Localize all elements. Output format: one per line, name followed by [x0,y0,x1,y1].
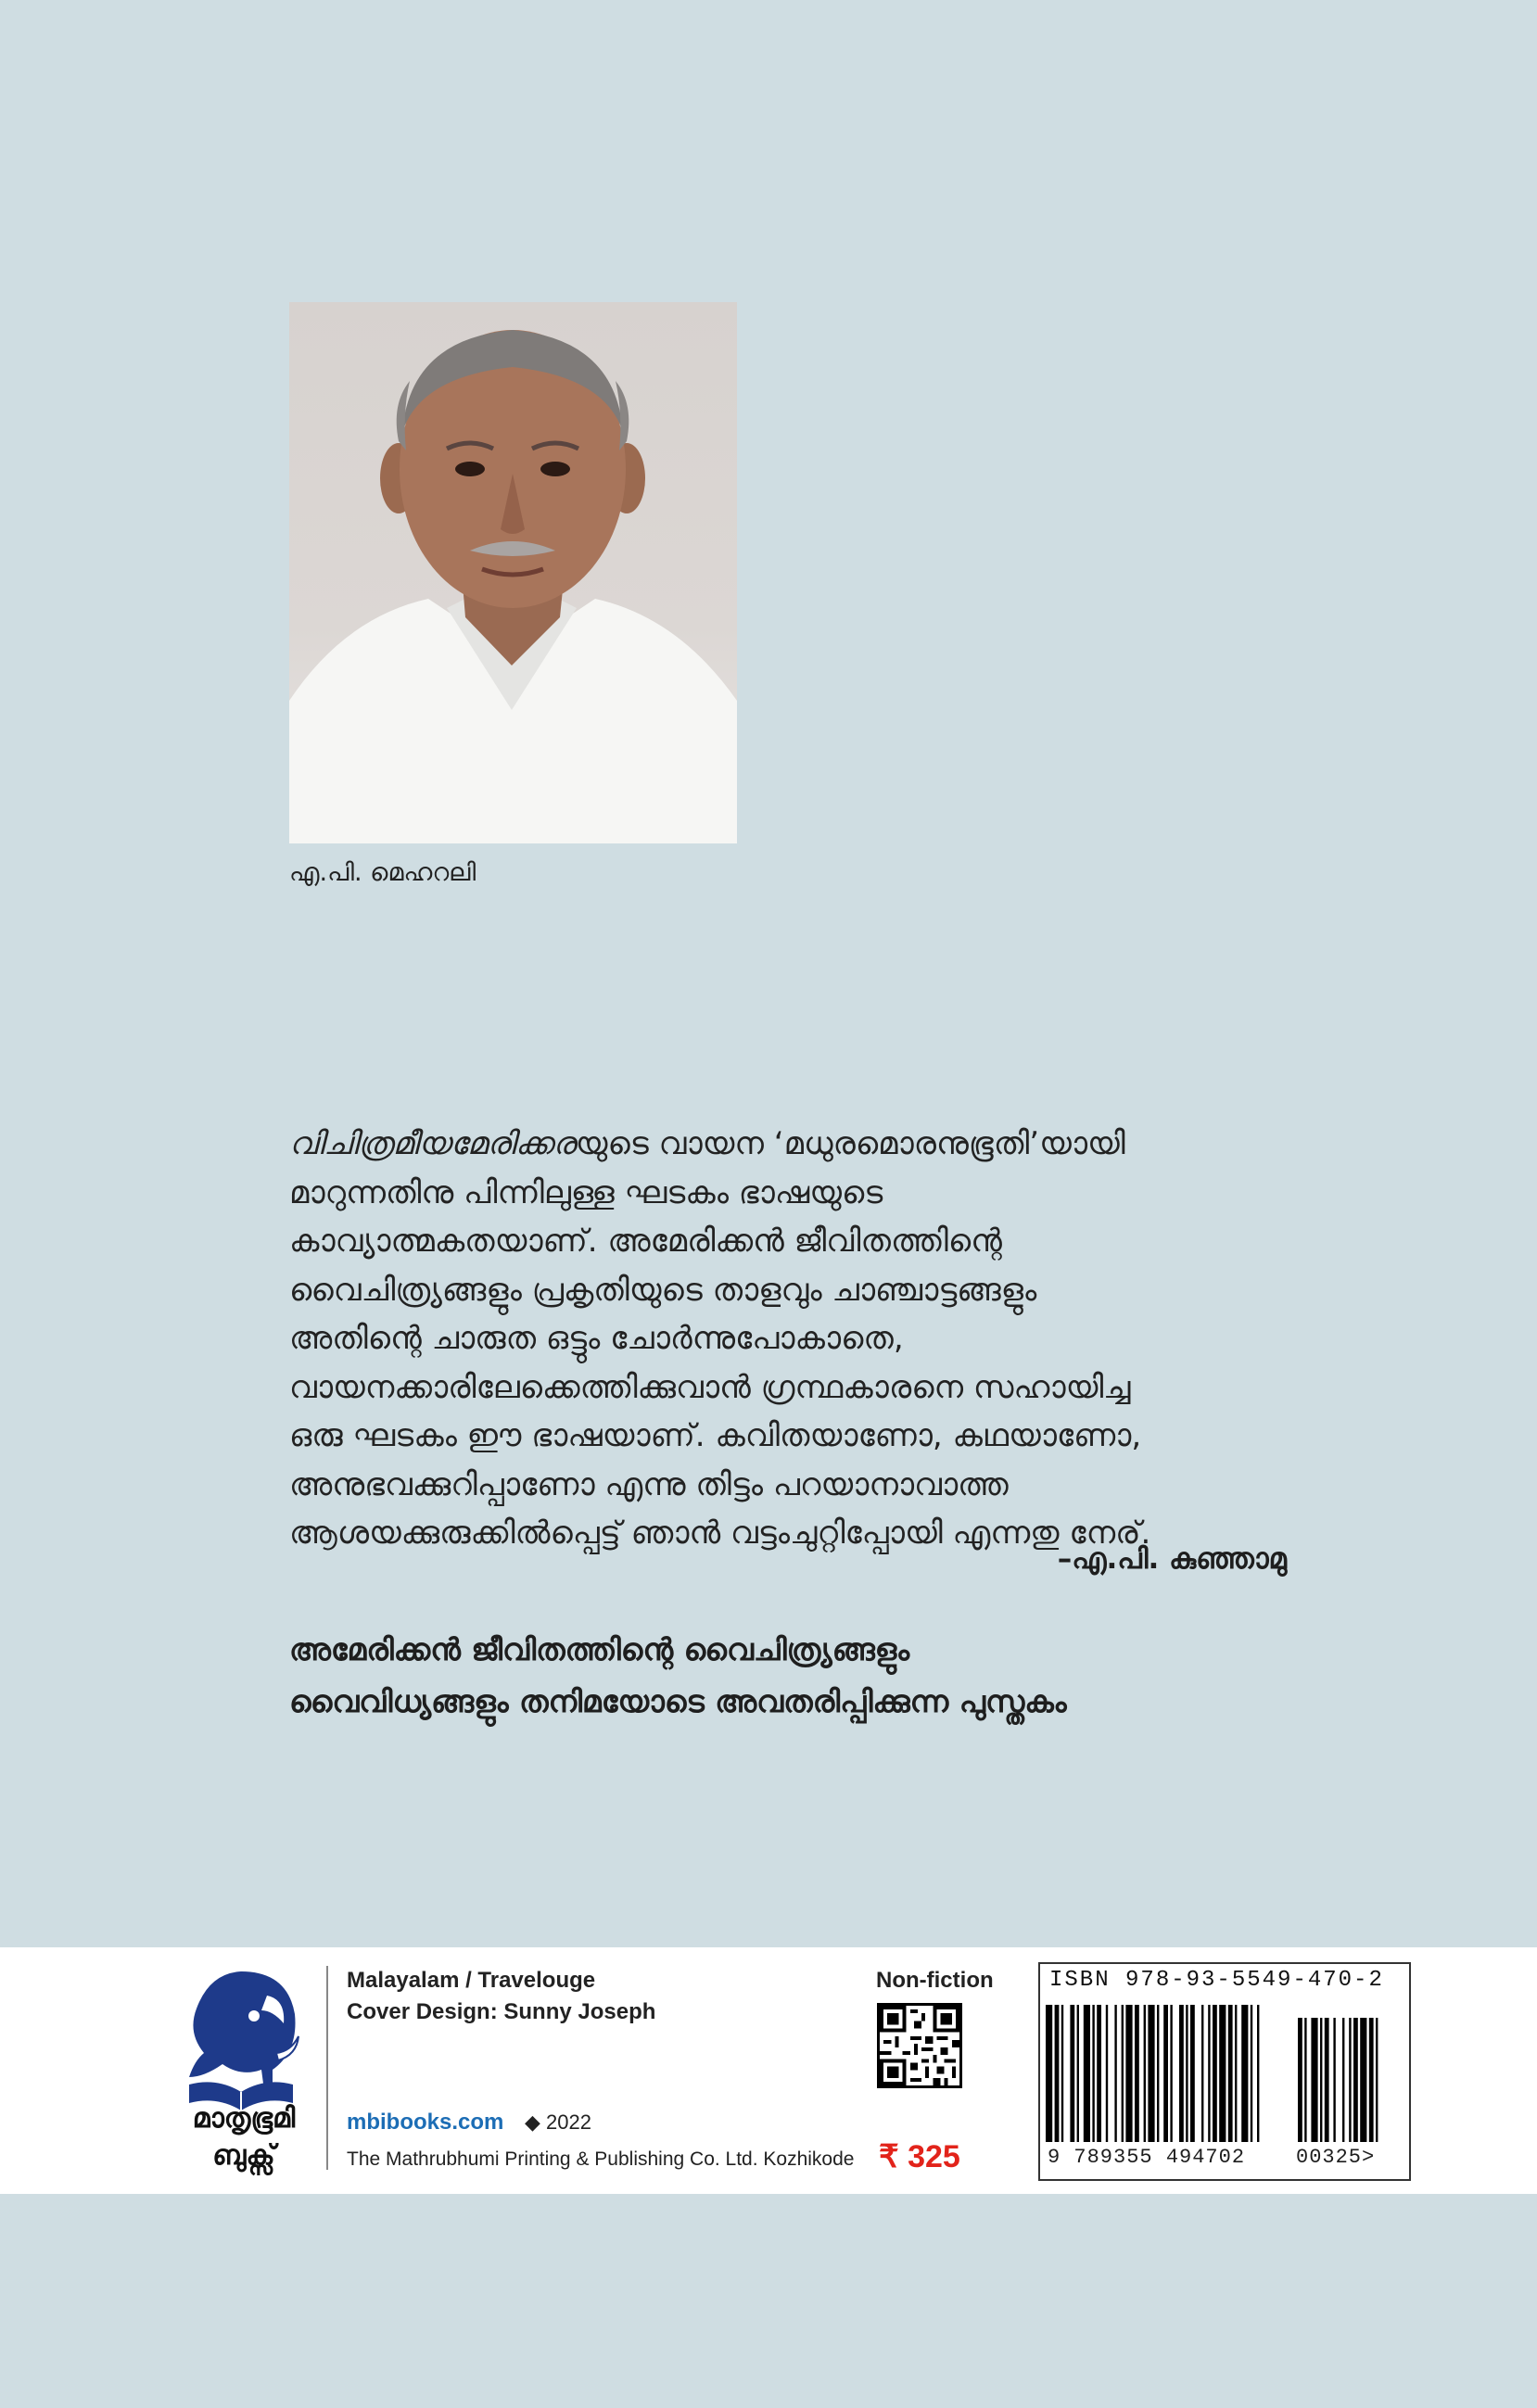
blurb-line: വായനക്കാരിലേക്കെത്തിക്കുവാൻ ഗ്രന്ഥകാരനെ സഹായിച്ച [289,1368,1131,1406]
barcode-addon-bar [1349,2018,1351,2142]
barcode-bar [1077,2005,1079,2142]
blurb-paragraph [289,1120,1290,1558]
barcode-bar [1157,2005,1159,2142]
price-label: ₹ 325 [879,2139,960,2174]
barcode-bar [1135,2005,1139,2142]
blurb-line: അനുഭവക്കുറിപ്പാണോ എന്നു തിട്ടം പറയാനാവാത്ത [289,1465,1009,1503]
blurb-signature: –എ.പി. കുഞ്ഞാമു [1057,1542,1287,1576]
logo-text: മാതൃഭൂമി ബുക്സ് [192,2102,296,2172]
barcode-bar [1170,2005,1172,2142]
publisher-name: The Mathrubhumi Printing & Publishing Co. Ltd. Kozhikode [347,2148,855,2170]
cover-design-credit: Cover Design: Sunny Joseph [347,1999,656,2024]
blurb-line: മാറുന്നതിനു പിന്നിലുള്ള ഘടകം ഭാഷയുടെ [289,1173,883,1211]
barcode-bar [1213,2005,1217,2142]
barcode-addon-bar [1342,2018,1344,2142]
barcode-bar [1084,2005,1090,2142]
barcode-addon-bar [1376,2018,1378,2142]
barcode-bar [1219,2005,1226,2142]
blurb-line: ആശയക്കുരുക്കിൽപ്പെട്ട് ഞാൻ വട്ടംചുറ്റിപ്പോയി എന്നതു നേര്. [289,1515,1151,1552]
barcode-bar [1046,2005,1052,2142]
author-photo [289,302,737,843]
author-caption: എ.പി. മെഹറലി [289,858,476,887]
barcode-addon-bar [1304,2018,1306,2142]
barcode-bar [1179,2005,1184,2142]
category-label: Malayalam / Travelouge [347,1968,596,1993]
isbn-number: ISBN 978-93-5549-470-2 [1049,1968,1384,1993]
barcode-bar [1201,2005,1203,2142]
barcode-bar [1228,2005,1233,2142]
barcode-bar [1257,2005,1259,2142]
website-link[interactable]: mbibooks.com [347,2110,504,2135]
barcode-bar [1122,2005,1124,2142]
barcode-bar [1125,2005,1132,2142]
barcode-bar [1097,2005,1101,2142]
barcode-addon-bar [1353,2018,1358,2142]
blurb-line: വിചിത്രമീയമേരിക്കരയുടെ വായന ‘മധുരമൊരനുഭൂതി’യായി [289,1125,1125,1162]
barcode-bar [1241,2005,1248,2142]
publication-year: ◆ 2022 [525,2110,591,2134]
barcode-addon-bar [1325,2018,1329,2142]
barcode-bar [1092,2005,1094,2142]
barcode-bar [1061,2005,1063,2142]
blurb-line: അതിന്റെ ചാരുത ഒട്ടും ചോർന്നുപോകാതെ, [289,1320,904,1357]
book-title: വിചിത്രമീയമേരിക്കര [289,1125,576,1162]
barcode-addon-bar [1320,2018,1322,2142]
barcode-bar [1235,2005,1237,2142]
footer-divider [326,1966,328,2170]
tagline [289,1624,1327,1728]
barcode-icon [1046,2005,1402,2144]
barcode-addon-bar [1298,2018,1302,2142]
barcode-bar [1163,2005,1168,2142]
barcode-bar [1070,2005,1074,2142]
barcode-bar [1148,2005,1154,2142]
barcode-bar [1190,2005,1195,2142]
blurb-line: വൈചിത്ര്യങ്ങളും പ്രകൃതിയുടെ താളവും ചാഞ്ചാട്ടങ്ങളും [289,1271,1037,1309]
barcode-addon-bar [1311,2018,1317,2142]
tagline-line: അമേരിക്കൻ ജീവിതത്തിന്റെ വൈചിത്ര്യങ്ങളും [289,1631,910,1667]
barcode-bar [1208,2005,1210,2142]
barcode-addon-bar [1369,2018,1374,2142]
barcode-addon-bar [1360,2018,1366,2142]
blurb-line: കാവ്യാത്മകതയാണ്. അമേരിക്കൻ ജീവിതത്തിന്റെ [289,1223,1002,1260]
barcode-bar [1055,2005,1060,2142]
qr-code-icon[interactable] [877,2003,962,2088]
barcode-bar [1251,2005,1252,2142]
barcode-bar [1114,2005,1116,2142]
footer-strip [0,1947,1537,2194]
genre-label: Non-fiction [876,1968,994,1993]
ean-addon-digits: 00325> [1296,2146,1376,2169]
barcode-bar [1144,2005,1146,2142]
blurb-line: ഒരു ഘടകം ഈ ഭാഷയാണ്. കവിതയാണോ, കഥയാണോ, [289,1417,1142,1454]
barcode-addon-bar [1333,2018,1335,2142]
barcode-bar [1106,2005,1108,2142]
ean-digits: 9 789355 494702 [1048,2146,1246,2169]
barcode-bar [1186,2005,1188,2142]
tagline-line: വൈവിധ്യങ്ങളും തനിമയോടെ അവതരിപ്പിക്കുന്ന പുസ്തകം [289,1683,1067,1719]
